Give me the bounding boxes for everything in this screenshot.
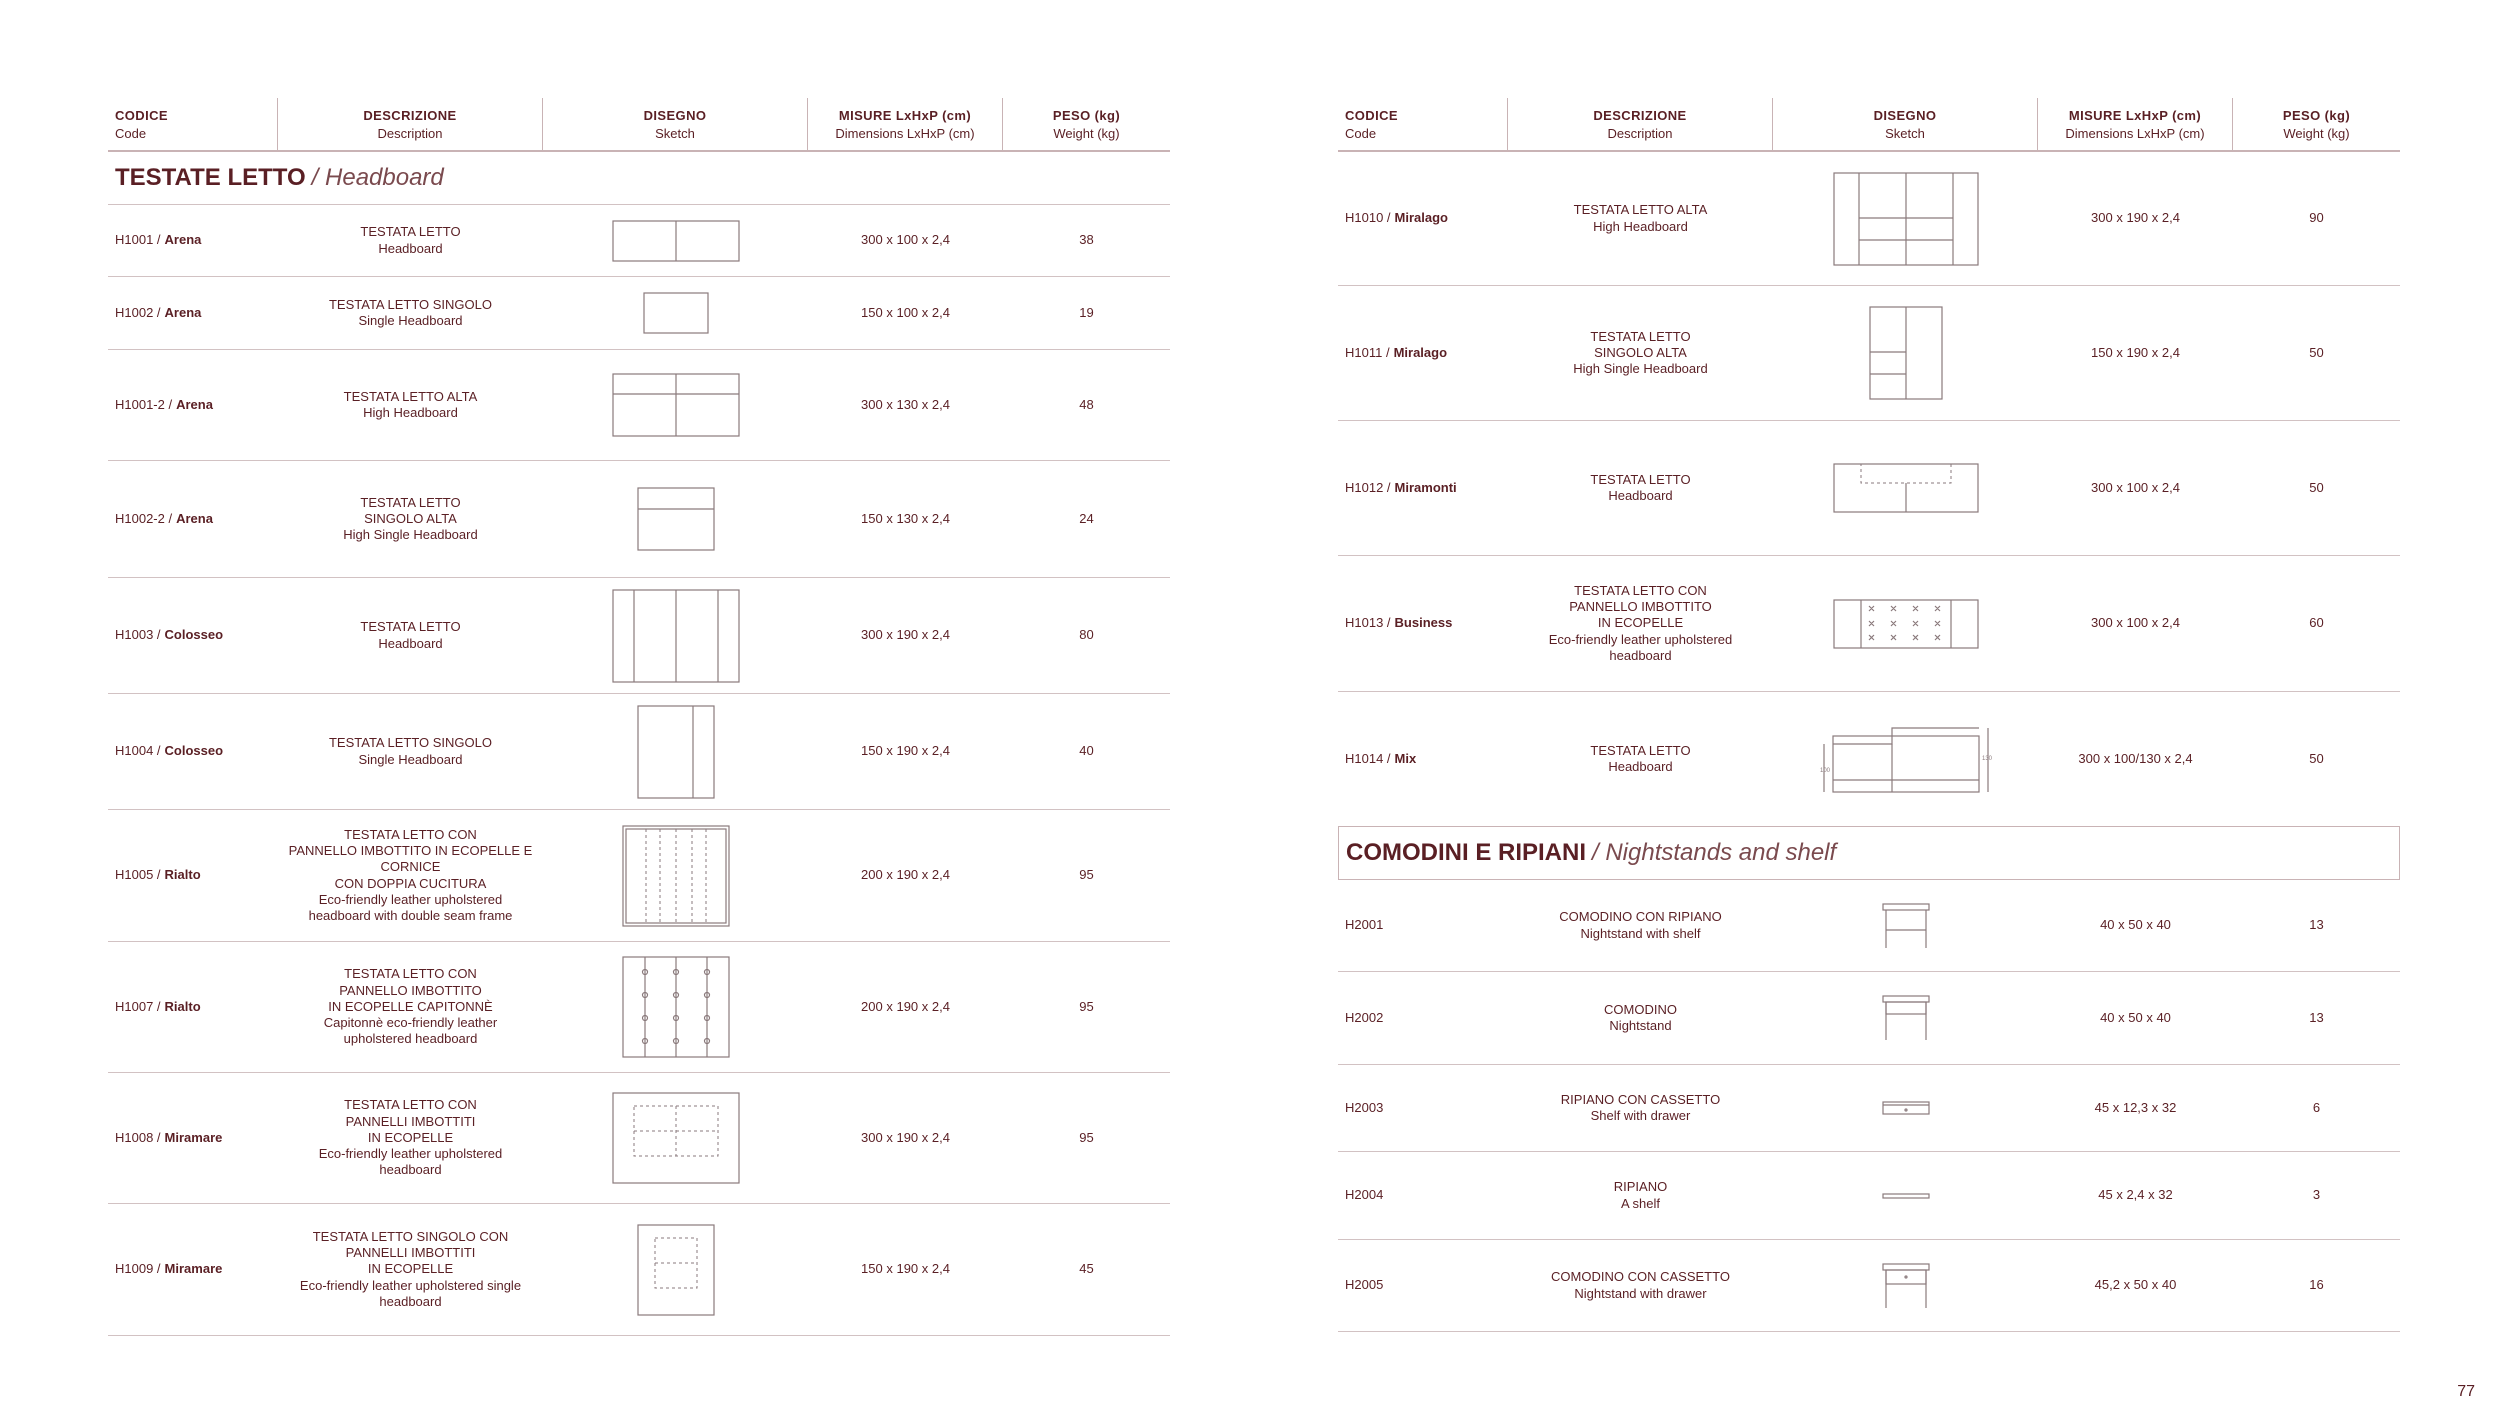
single-headboard-sketch-icon xyxy=(643,292,709,334)
row-code: H2001 xyxy=(1345,917,1384,933)
row-weight: 13 xyxy=(2309,917,2324,933)
row-sketch xyxy=(543,350,808,460)
row-sketch xyxy=(543,942,808,1072)
row-description: TESTATA LETTO CON PANNELLO IMBOTTITO IN ECOPELLE CAPITONNÈ Capitonnè eco-friendly leather upholstered headboard xyxy=(323,966,498,1047)
row-dimensions: 150 x 100 x 2,4 xyxy=(861,304,950,320)
row-weight: 80 xyxy=(1079,627,1094,643)
header-sketch: DISEGNO Sketch xyxy=(543,98,808,150)
row-code: H2002 xyxy=(1345,1009,1384,1025)
row-code: H1001-2 / Arena xyxy=(115,396,213,412)
high-headboard-sketch-icon xyxy=(1833,172,1979,266)
row-weight: 13 xyxy=(2309,1009,2324,1025)
row-dimensions: 150 x 130 x 2,4 xyxy=(861,510,950,526)
row-weight: 95 xyxy=(1079,867,1094,883)
row-sketch xyxy=(1773,972,2038,1064)
row-description: RIPIANO CON CASSETTO Shelf with drawer xyxy=(1560,1091,1721,1123)
row-code: H1013 / Business xyxy=(1345,615,1453,631)
row-sketch xyxy=(1773,1240,2038,1331)
high-single-headboard-sketch-icon xyxy=(637,487,715,551)
row-sketch xyxy=(1773,152,2038,285)
row-dimensions: 40 x 50 x 40 xyxy=(2100,917,2171,933)
table-header xyxy=(108,98,1170,152)
row-weight: 6 xyxy=(2312,1099,2321,1115)
row-description: TESTATA LETTO SINGOLO CON PANNELLI IMBOTTITI IN ECOPELLE Eco-friendly leather upholstered single headboard xyxy=(299,1228,522,1309)
row-dimensions: 300 x 130 x 2,4 xyxy=(861,396,950,412)
row-weight: 50 xyxy=(2309,750,2324,766)
table-row xyxy=(1338,152,2400,286)
row-weight: 45 xyxy=(1079,1261,1094,1277)
row-code: H1009 / Miramare xyxy=(115,1261,223,1277)
header-weight: PESO (kg) Weight (kg) xyxy=(1052,107,1121,141)
row-dimensions: 200 x 190 x 2,4 xyxy=(861,998,950,1014)
tall-single-headboard-sketch-icon xyxy=(637,705,715,799)
row-sketch xyxy=(543,694,808,809)
row-description: TESTATA LETTO SINGOLO Single Headboard xyxy=(328,735,492,767)
section-title-headboard: TESTATE LETTO / Headboard xyxy=(108,152,1170,205)
quilted-headboard-sketch-icon xyxy=(1833,599,1979,649)
nightstand-shelf-sketch-icon xyxy=(1881,902,1931,950)
high-headboard-sketch-icon xyxy=(612,373,740,437)
row-dimensions: 300 x 100 x 2,4 xyxy=(2091,615,2180,631)
header-code: CODICE Code xyxy=(108,98,278,150)
nightstand-sketch-icon xyxy=(1881,994,1931,1042)
row-code: H2005 xyxy=(1345,1277,1384,1293)
row-dimensions: 300 x 100 x 2,4 xyxy=(2091,479,2180,495)
row-code: H2003 xyxy=(1345,1099,1384,1115)
table-row xyxy=(1338,972,2400,1065)
row-sketch xyxy=(543,461,808,577)
row-code: H1003 / Colosseo xyxy=(115,627,224,643)
page-number: 77 xyxy=(2457,1383,2475,1400)
table-row xyxy=(108,205,1170,277)
row-sketch xyxy=(1773,692,2038,826)
table-row xyxy=(108,1073,1170,1204)
table-header xyxy=(1338,98,2400,152)
row-code: H1011 / Miralago xyxy=(1345,344,1448,360)
headboard-nightstand-table xyxy=(1338,98,2400,1332)
row-dimensions: 300 x 190 x 2,4 xyxy=(2091,210,2180,226)
row-weight: 90 xyxy=(2309,210,2324,226)
table-row xyxy=(1338,286,2400,421)
row-sketch xyxy=(543,810,808,941)
table-row xyxy=(1338,692,2400,826)
header-sketch: DISEGNO Sketch xyxy=(1773,98,2038,150)
row-weight: 60 xyxy=(2309,615,2324,631)
headboard-table xyxy=(108,98,1170,1336)
row-weight: 16 xyxy=(2309,1277,2324,1293)
row-description: TESTATA LETTO Headboard xyxy=(1590,471,1691,503)
row-description: TESTATA LETTO Headboard xyxy=(1590,742,1691,774)
row-description: COMODINO CON RIPIANO Nightstand with shelf xyxy=(1559,909,1722,941)
row-sketch xyxy=(543,578,808,693)
row-dimensions: 200 x 190 x 2,4 xyxy=(861,867,950,883)
row-weight: 38 xyxy=(1079,232,1094,248)
row-description: COMODINO Nightstand xyxy=(1604,1001,1677,1033)
nightstand-drawer-sketch-icon xyxy=(1881,1262,1931,1310)
headboard-sketch-icon xyxy=(1833,463,1979,513)
row-description: TESTATA LETTO ALTA High Headboard xyxy=(343,388,478,420)
row-description: TESTATA LETTO ALTA High Headboard xyxy=(1573,202,1708,234)
section-title-nightstands: COMODINI E RIPIANI / Nightstands and shelf xyxy=(1338,826,2400,880)
row-code: H1008 / Miramare xyxy=(115,1129,223,1145)
row-dimensions: 300 x 100 x 2,4 xyxy=(861,232,950,248)
row-weight: 50 xyxy=(2309,479,2324,495)
row-description: TESTATA LETTO CON PANNELLI IMBOTTITI IN ECOPELLE Eco-friendly leather upholstered headboard xyxy=(318,1097,503,1178)
row-weight: 48 xyxy=(1079,396,1094,412)
row-code: H1005 / Rialto xyxy=(115,867,201,883)
row-code: H1007 / Rialto xyxy=(115,998,201,1014)
row-description: TESTATA LETTO CON PANNELLO IMBOTTITO IN ECOPELLE Eco-friendly leather upholstered headboard xyxy=(1548,582,1733,663)
header-description: DESCRIZIONE Description xyxy=(278,98,543,150)
table-row xyxy=(108,461,1170,578)
row-code: H1010 / Miralago xyxy=(1345,210,1449,226)
header-weight: PESO (kg) Weight (kg) xyxy=(2282,107,2351,141)
row-dimensions: 300 x 190 x 2,4 xyxy=(861,627,950,643)
mix-headboard-sketch-icon xyxy=(1818,724,1994,794)
header-code: CODICE Code xyxy=(1338,98,1508,150)
framed-headboard-sketch-icon xyxy=(622,825,730,927)
row-dimensions: 45 x 12,3 x 32 xyxy=(2094,1099,2177,1115)
row-weight: 19 xyxy=(1079,304,1094,320)
table-row xyxy=(108,1204,1170,1336)
row-sketch xyxy=(1773,1065,2038,1151)
row-sketch xyxy=(543,205,808,276)
row-description: TESTATA LETTO Headboard xyxy=(360,619,461,651)
row-code: H1002 / Arena xyxy=(115,304,202,320)
table-row xyxy=(1338,556,2400,692)
tall-headboard-sketch-icon xyxy=(612,589,740,683)
table-row xyxy=(1338,1065,2400,1152)
row-dimensions: 300 x 190 x 2,4 xyxy=(861,1129,950,1145)
row-weight: 40 xyxy=(1079,743,1094,759)
row-sketch xyxy=(543,1073,808,1203)
table-row xyxy=(108,350,1170,461)
row-weight: 95 xyxy=(1079,998,1094,1014)
row-description: TESTATA LETTO Headboard xyxy=(360,224,461,256)
row-description: RIPIANO A shelf xyxy=(1613,1179,1668,1211)
table-row xyxy=(1338,421,2400,556)
row-description: TESTATA LETTO SINGOLO ALTA High Single Headboard xyxy=(1573,328,1708,377)
row-sketch xyxy=(1773,880,2038,971)
table-row xyxy=(1338,880,2400,972)
table-row xyxy=(108,694,1170,810)
row-code: H1002-2 / Arena xyxy=(115,510,213,526)
row-sketch xyxy=(1773,1152,2038,1239)
row-dimensions: 45 x 2,4 x 32 xyxy=(2098,1187,2173,1203)
header-description: DESCRIZIONE Description xyxy=(1508,98,1773,150)
panelled-single-headboard-sketch-icon xyxy=(637,1224,715,1316)
row-code: H1004 / Colosseo xyxy=(115,743,224,759)
row-sketch xyxy=(1773,556,2038,691)
row-description: TESTATA LETTO SINGOLO Single Headboard xyxy=(328,296,492,328)
row-dimensions: 150 x 190 x 2,4 xyxy=(861,743,950,759)
shelf-drawer-sketch-icon xyxy=(1881,1100,1931,1116)
row-sketch xyxy=(543,277,808,349)
row-code: H1001 / Arena xyxy=(115,232,202,248)
dim-label-b: 130 xyxy=(1981,756,1992,762)
row-weight: 95 xyxy=(1079,1129,1094,1145)
row-description: TESTATA LETTO CON PANNELLO IMBOTTITO IN ECOPELLE E CORNICE CON DOPPIA CUCITURA Eco-friendly leather upholstered headboard with double seam frame xyxy=(288,826,533,923)
row-code: H1012 / Miramonti xyxy=(1345,479,1457,495)
panelled-headboard-sketch-icon xyxy=(612,1092,740,1184)
row-description: TESTATA LETTO SINGOLO ALTA High Single Headboard xyxy=(343,494,478,543)
row-dimensions: 300 x 100/130 x 2,4 xyxy=(2078,750,2193,766)
row-dimensions: 45,2 x 50 x 40 xyxy=(2094,1277,2177,1293)
row-sketch xyxy=(1773,421,2038,555)
row-weight: 24 xyxy=(1079,510,1094,526)
table-row xyxy=(1338,1152,2400,1240)
shelf-sketch-icon xyxy=(1881,1192,1931,1200)
capitonne-headboard-sketch-icon xyxy=(622,956,730,1058)
row-weight: 3 xyxy=(2312,1187,2321,1203)
table-row xyxy=(1338,1240,2400,1332)
row-weight: 50 xyxy=(2309,344,2324,360)
row-dimensions: 150 x 190 x 2,4 xyxy=(861,1261,950,1277)
dim-label-a: 100 xyxy=(1819,768,1830,774)
header-dimensions: MISURE LxHxP (cm) Dimensions LxHxP (cm) xyxy=(808,98,1003,150)
table-row xyxy=(108,942,1170,1073)
table-row xyxy=(108,810,1170,942)
table-row xyxy=(108,578,1170,694)
row-sketch xyxy=(1773,286,2038,420)
row-dimensions: 150 x 190 x 2,4 xyxy=(2091,344,2180,360)
row-code: H1014 / Mix xyxy=(1345,750,1417,766)
row-description: COMODINO CON CASSETTO Nightstand with drawer xyxy=(1551,1269,1730,1301)
table-row xyxy=(108,277,1170,350)
row-code: H2004 xyxy=(1345,1187,1384,1203)
headboard-sketch-icon xyxy=(612,220,740,262)
row-sketch xyxy=(543,1204,808,1335)
high-single-headboard-sketch-icon xyxy=(1869,306,1943,400)
row-dimensions: 40 x 50 x 40 xyxy=(2100,1009,2171,1025)
header-dimensions: MISURE LxHxP (cm) Dimensions LxHxP (cm) xyxy=(2038,98,2233,150)
